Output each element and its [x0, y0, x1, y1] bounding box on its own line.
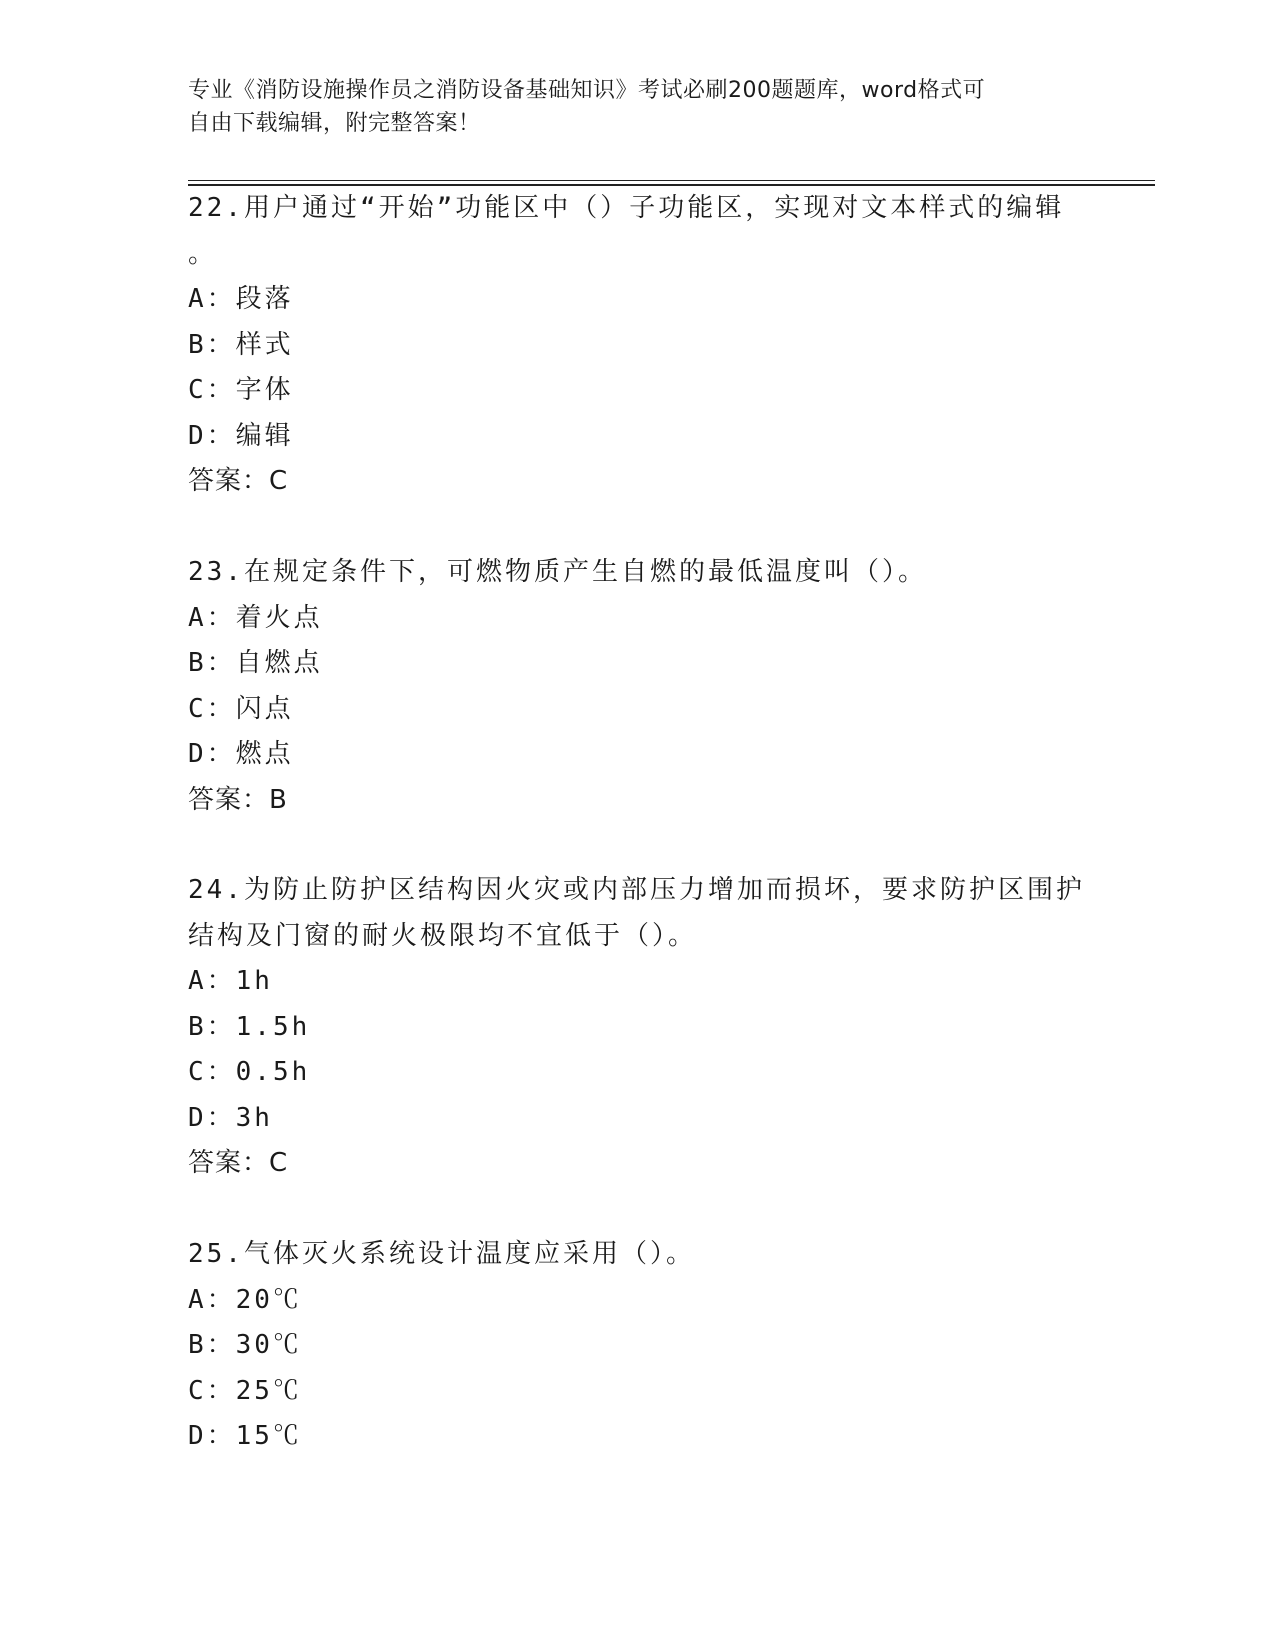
option-b: B：30℃ [188, 1330, 302, 1360]
question-stem: 24.为防止防护区结构因火灾或内部压力增加而损坏，要求防护区围护 [188, 875, 1085, 905]
question-22 [188, 186, 1088, 505]
option-d: D：15℃ [188, 1421, 302, 1451]
option-d: D：燃点 [188, 739, 294, 769]
question-stem: 。 [188, 238, 218, 269]
question-stem: 结构及门窗的耐火极限均不宜低于（）。 [188, 920, 698, 951]
option-a: A：着火点 [188, 602, 323, 633]
question-23 [188, 550, 1088, 823]
question-stem: 23.在规定条件下，可燃物质产生自燃的最低温度叫（）。 [188, 557, 927, 587]
option-c: C：25℃ [188, 1375, 302, 1406]
option-d: D：3h [188, 1102, 273, 1133]
option-c: C：闪点 [188, 693, 294, 724]
question-stem: 22.用户通过“开始”功能区中（）子功能区，实现对文本样式的编辑 [188, 193, 1065, 223]
option-a: A：20℃ [188, 1284, 302, 1315]
question-24 [188, 868, 1088, 1187]
answer: 答案：B [188, 784, 288, 815]
question-stem: 25.气体灭火系统设计温度应采用（）。 [188, 1239, 695, 1269]
option-c: C：0.5h [188, 1057, 311, 1087]
header-line-2: 自由下载编辑，附完整答案！ [188, 111, 481, 136]
header-line-1: 专业《消防设施操作员之消防设备基础知识》考试必刷200题题库，word格式可 [188, 78, 986, 103]
option-b: B：自燃点 [188, 648, 323, 678]
option-b: B：样式 [188, 329, 294, 360]
document-header [188, 74, 1088, 140]
option-c: C：字体 [188, 375, 294, 405]
option-a: A：段落 [188, 284, 294, 314]
question-25 [188, 1232, 1088, 1460]
answer: 答案：C [188, 1148, 289, 1178]
option-d: D：编辑 [188, 420, 294, 451]
option-a: A：1h [188, 966, 273, 996]
answer: 答案：C [188, 466, 289, 496]
header-divider-thin [188, 180, 1155, 181]
option-b: B：1.5h [188, 1011, 311, 1042]
